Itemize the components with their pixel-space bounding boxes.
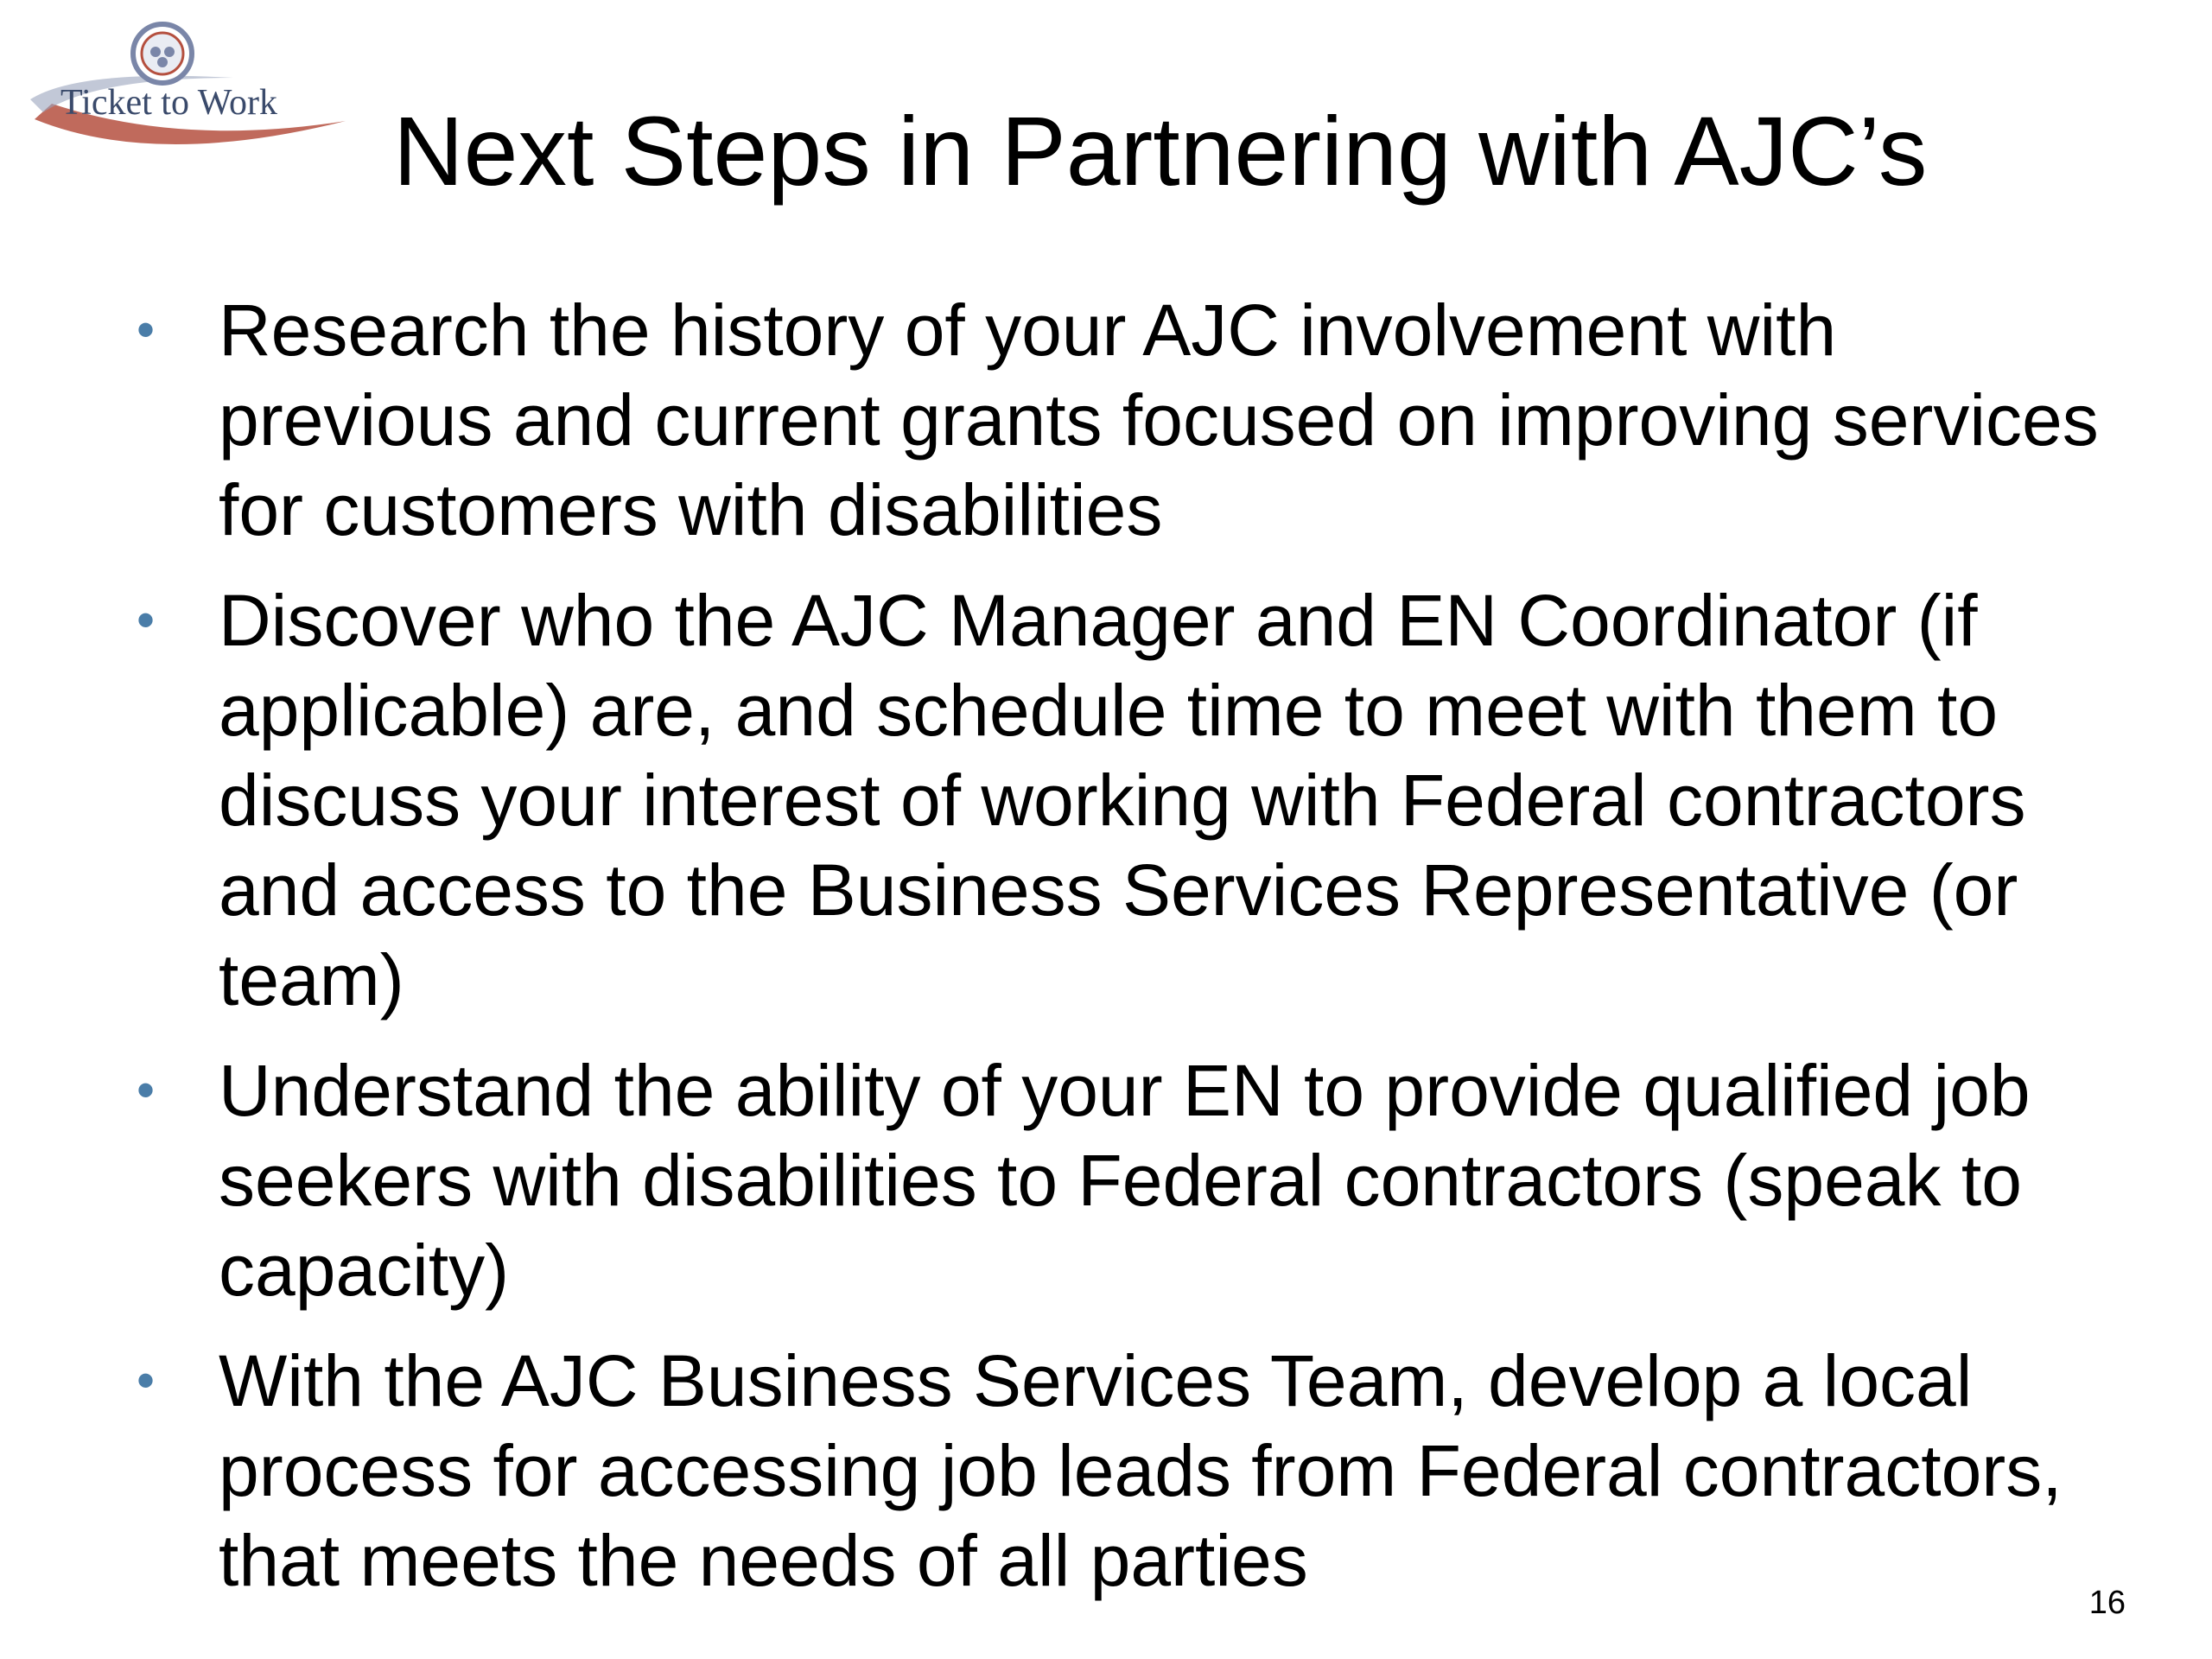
page-number: 16 xyxy=(2088,1585,2126,1621)
ticket-to-work-logo-icon xyxy=(26,17,354,156)
bullet-text: With the AJC Business Services Team, develop a local process for accessing job leads from Federal contractors, that meets the needs of all parties xyxy=(219,1340,2063,1601)
bullet-text: Research the history of your AJC involvement with previous and current grants focused on improving services for customers with disabilities xyxy=(219,289,2099,550)
slide-title: Next Steps in Partnering with AJC’s xyxy=(393,97,1928,206)
ticket-to-work-logo xyxy=(26,17,354,156)
logo-emblem-dot-bottom xyxy=(157,57,168,67)
bullet-dot-icon: • xyxy=(137,591,156,649)
bullet-item xyxy=(130,1046,2117,1315)
bullet-item xyxy=(130,1336,2117,1605)
logo-emblem-dot-right xyxy=(164,47,175,57)
bullet-item xyxy=(130,575,2117,1025)
logo-emblem-dot-left xyxy=(150,47,161,57)
bullet-text: Understand the ability of your EN to provide qualified job seekers with disabilities to Federal contractors (speak to capacity) xyxy=(219,1050,2031,1311)
bullet-dot-icon: • xyxy=(137,1061,156,1119)
logo-text: Ticket to Work xyxy=(60,83,277,123)
bullet-item xyxy=(130,285,2117,555)
bullet-list xyxy=(130,285,2117,1626)
bullet-text: Discover who the AJC Manager and EN Coordinator (if applicable) are, and schedule time to meet with them to discuss your interest of working with Federal contractors and access to the Business Services Representative (or team) xyxy=(219,580,2026,1020)
bullet-dot-icon: • xyxy=(137,301,156,359)
logo-emblem-inner xyxy=(142,33,183,74)
bullet-dot-icon: • xyxy=(137,1351,156,1409)
